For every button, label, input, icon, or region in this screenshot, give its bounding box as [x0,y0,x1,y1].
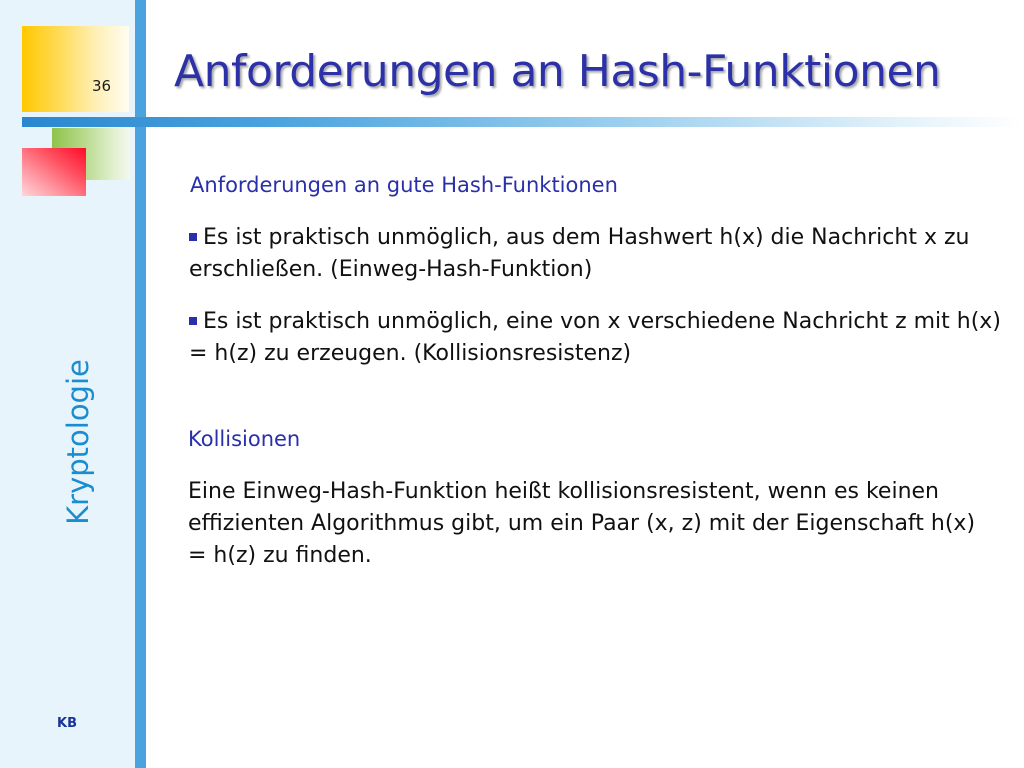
bullet-text: Es ist praktisch unmöglich, aus dem Hashwert h(x) die Nachricht x zu erschließen. (Einweg-Hash-Funktion) [189,225,970,282]
section-heading-requirements: Anforderungen an gute Hash-Funktionen [190,173,618,197]
decorative-yellow-square [22,26,129,112]
section-heading-collisions: Kollisionen [188,427,301,451]
bullet-square-icon [189,317,197,325]
bullet-square-icon [189,233,197,241]
vertical-divider-line [135,0,146,768]
page-number: 36 [92,77,112,95]
horizontal-divider-line [22,117,1022,127]
collision-definition-paragraph: Eine Einweg-Hash-Funktion heißt kollisionsresistent, wenn es keinen effizienten Algorithmus gibt, um ein Paar (x, z) mit der Eigenschaft h(x) = h(z) zu finden. [188,479,976,568]
sidebar-topic-label: Kryptologie [61,359,95,525]
bullet-item [189,306,1001,370]
bullet-text: Es ist praktisch unmöglich, eine von x verschiedene Nachricht z mit h(x) = h(z) zu erzeugen. (Kollisionsresistenz) [189,309,1001,366]
footer-initials: KB [57,716,77,731]
slide-title: Anforderungen an Hash-Funktionen [174,46,941,97]
bullet-item [189,222,1001,286]
decorative-red-square [22,148,86,196]
